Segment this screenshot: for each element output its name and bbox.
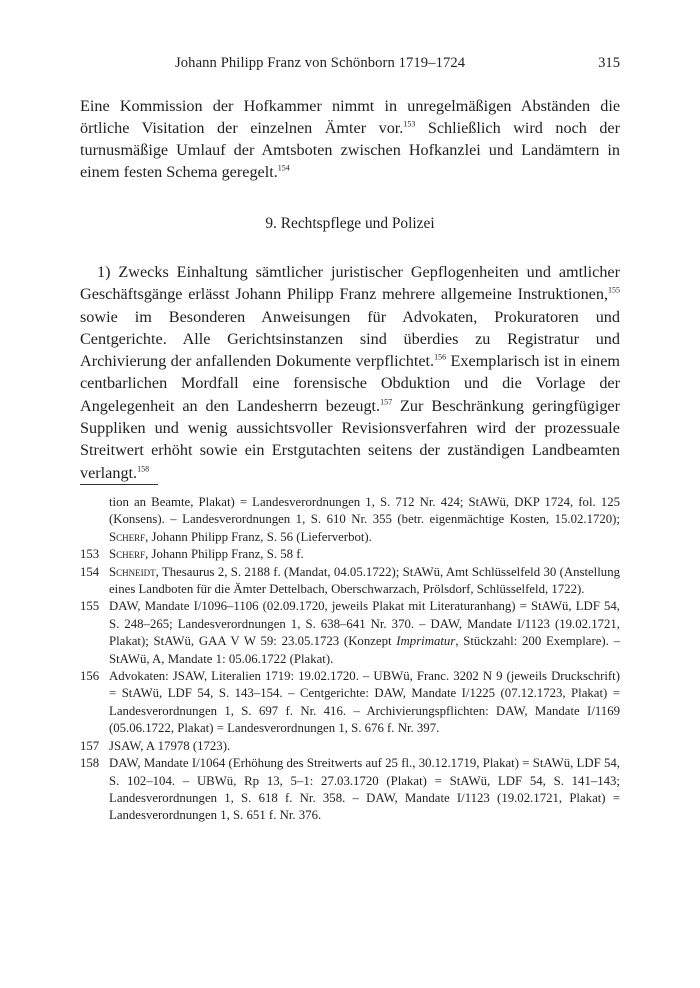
footnote-author: Scherf — [109, 547, 146, 562]
footnote-ref-154[interactable]: 154 — [277, 163, 290, 173]
footnote-body: JSAW, A 17978 (1723). — [109, 738, 231, 753]
intro-text-1: Eine Kommission der Hofkammer nimmt in unregelmäßigen Abständen die örtliche Visitation der einzelnen Ämter vor. — [80, 97, 620, 138]
section-heading: 9. Rechtspflege und Polizei — [265, 215, 435, 232]
footnote-body: DAW, Mandate I/1064 (Erhöhung des Streitwerts auf 25 fl., 30.12.1719, Plakat) = StAWü, LDF 54, S. 102–104. – UBWü, Rp 13, 5–1: 27.03.1720 (Plakat) = StAWü, LDF 54, S. 141–143; Landesverordnungen 1, S. 618 f. Nr. 358. – DAW, Mandate I/1123 (19.02.1721, Plakat) = Landesverordnungen 1, S. 651 f. Nr. 376. — [109, 756, 620, 823]
footnote-text: , Johann Philipp Franz, S. 58 f. — [145, 547, 304, 562]
footnote-text-1: DAW, Mandate I/1096–1106 (02.09.1720, jeweils Plakat mit Literaturanhang) = StAWü, LDF 54, S. 248–265; Landesverordnungen 1, S. 638–641 Nr. 370. – DAW, Mandate I/1123 (19.02.1721, Plakat); StAWü, GAA V W 59: 23.05.1723 (Konzept — [109, 599, 620, 649]
footnote-154 — [80, 564, 620, 599]
footnote-number: 157 — [80, 738, 100, 753]
para-text-4: Zur Beschränkung geringfügiger Suppliken und wenig aussichtsvoller Revisionsverfahren wird der prozessuale Streitwert erhöht sowie ein Erstgutachten seitens der zuständigen Landbeamten verlangt. — [80, 396, 620, 482]
running-head-title: Johann Philipp Franz von Schönborn 1719–1724 — [175, 55, 466, 71]
running-header — [80, 55, 620, 77]
para-text-1: 1) Zwecks Einhaltung sämtlicher juristischer Gepflogenheiten und amtlicher Geschäftsgänge erlässt Johann Philipp Franz mehrere allgemeine Instruktionen, — [80, 263, 620, 304]
footnote-158 — [80, 755, 620, 825]
footnote-155 — [80, 598, 620, 668]
intro-text-2: Schließlich wird noch der turnusmäßige Umlauf der Amtsboten zwischen Hofkanzlei und Landämtern in einem festen Schema geregelt. — [80, 119, 620, 182]
footnote-number: 156 — [80, 669, 100, 684]
cont-author: Scherf — [109, 529, 146, 544]
footnote-text-2: , Stückzahl: 200 Exemplare). – StAWü, A, Mandate 1: 05.06.1722 (Plakat). — [109, 634, 620, 666]
intro-paragraph — [80, 95, 620, 183]
footnote-ref-153[interactable]: 153 — [403, 119, 416, 129]
para-text-3: Exemplarisch ist in einem centbarlichen Mordfall eine forensische Obduktion und die Vorlage der Angelegenheit an den Landesherrn bezeugt. — [80, 352, 620, 415]
body-paragraph — [80, 261, 620, 484]
cont-text-2: , Johann Philipp Franz, S. 56 (Lieferverbot). — [145, 529, 372, 544]
footnote-number: 154 — [80, 564, 100, 579]
footnote-body — [109, 546, 620, 563]
cont-text-1: tion an Beamte, Plakat) = Landesverordnungen 1, S. 712 Nr. 424; StAWü, DKP 1724, fol. 125 (Konsens). – Landesverordnungen 1, S. 610 Nr. 355 (betr. eigenmächtige Kosten, 15.02.1720); — [109, 495, 620, 527]
footnote-body — [109, 564, 620, 599]
para-text-2: sowie im Besonderen Anweisungen für Advokaten, Prokuratoren und Centgerichte. Alle Gerichtsinstanzen sind überdies zu Registratur und Archivierung der anfallenden Dokumente verpflichtet. — [80, 307, 620, 371]
footnote-number: 153 — [80, 547, 100, 562]
footnote-separator — [80, 484, 158, 485]
footnote-number: 158 — [80, 756, 100, 771]
footnote-ref-157[interactable]: 157 — [380, 397, 393, 407]
footnote-ref-156[interactable]: 156 — [434, 352, 447, 362]
footnote-body — [109, 598, 620, 668]
footnote-156 — [80, 668, 620, 738]
footnote-153 — [80, 546, 620, 563]
footnote-ref-155[interactable]: 155 — [608, 285, 620, 295]
footnote-continuation — [80, 494, 620, 546]
footnote-text: , Thesaurus 2, S. 2188 f. (Mandat, 04.05.1722); StAWü, Amt Schlüsselfeld 30 (Anstellung eines Landboten für die Ämter Dettelbach, Oberschwarzach, Prölsdorf, Schlüsselfeld, 1722). — [109, 564, 620, 597]
footnotes — [80, 494, 620, 825]
footnote-italic: Imprimatur — [396, 634, 456, 649]
footnote-number: 155 — [80, 599, 100, 614]
footnote-157 — [80, 738, 620, 755]
footnote-ref-158[interactable]: 158 — [137, 464, 150, 474]
page-number: 315 — [598, 55, 620, 71]
footnote-body: Advokaten: JSAW, Literalien 1719: 19.02.1720. – UBWü, Franc. 3202 N 9 (jeweils Druckschrift) = StAWü, LDF 54, S. 143–154. – Centgerichte: DAW, Mandate I/1225 (07.12.1723, Plakat) = Landesverordnungen 1, S. 697 f. Nr. 416. – Archivierungspflichten: DAW, Mandate I/1169 (05.06.1722, Plakat) = Landesverordnungen 1, S. 676 f. Nr. 397. — [109, 669, 620, 736]
footnote-author: Schneidt — [109, 564, 156, 579]
